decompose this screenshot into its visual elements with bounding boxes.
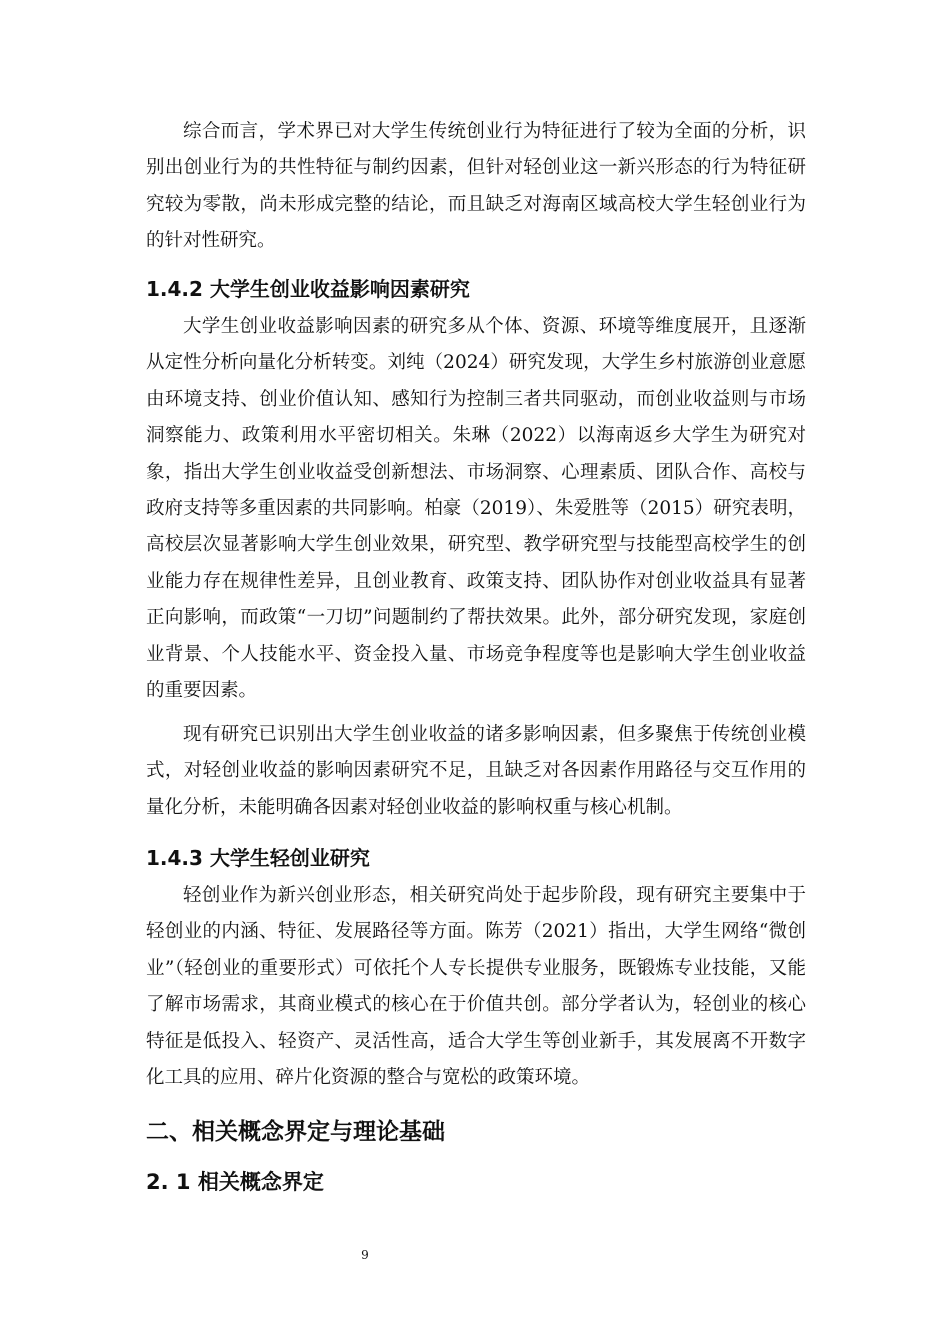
heading-1-4-3: 1.4.3 大学生轻创业研究 [146,846,370,870]
paragraph-light-entrepreneurship: 轻创业作为新兴创业形态，相关研究尚处于起步阶段，现有研究主要集中于轻创业的内涵、特征、发展路径等方面。陈芳（2021）指出，大学生网络“微创业”（轻创业的重要形式）可依托个人专长提供专业服务，既锻炼专业技能，又能了解市场需求，其商业模式的核心在于价值共创。部分学者认为，轻创业的核心特征是低投入、轻资产、灵活性高，适合大学生等创业新手，其发展离不开数字化工具的应用、碎片化资源的整合与宽松的政策环境。 [146,885,806,1089]
paragraph-research-gap: 现有研究已识别出大学生创业收益的诸多影响因素，但多聚焦于传统创业模式，对轻创业收益的影响因素研究不足，且缺乏对各因素作用路径与交互作用的量化分析，未能明确各因素对轻创业收益的影响权重与核心机制。 [146,724,806,818]
heading-1-4-2: 1.4.2 大学生创业收益影响因素研究 [146,277,470,301]
paragraph-income-factors: 大学生创业收益影响因素的研究多从个体、资源、环境等维度展开，且逐渐从定性分析向量化分析转变。刘纯（2024）研究发现，大学生乡村旅游创业意愿由环境支持、创业价值认知、感知行为控制三者共同驱动，而创业收益则与市场洞察能力、政策利用水平密切相关。朱琳（2022）以海南返乡大学生为研究对象，指出大学生创业收益受创新想法、市场洞察、心理素质、团队合作、高校与政府支持等多重因素的共同影响。柏豪（2019）、朱爱胜等（2015）研究表明，高校层次显著影响大学生创业效果，研究型、教学研究型与技能型高校学生的创业能力存在规律性差异，且创业教育、政策支持、团队协作对创业收益具有显著正向影响，而政策“一刀切”问题制约了帮扶效果。此外，部分研究发现，家庭创业背景、个人技能水平、资金投入量、市场竞争程度等也是影响大学生创业收益的重要因素。 [146,316,806,702]
paragraph-summary: 综合而言，学术界已对大学生传统创业行为特征进行了较为全面的分析，识别出创业行为的共性特征与制约因素，但针对轻创业这一新兴形态的行为特征研究较为零散，尚未形成完整的结论，而且缺乏对海南区域高校大学生轻创业行为的针对性研究。 [146,121,806,252]
page-number: 9 [361,1248,369,1262]
section-heading-2-1: 2. 1 相关概念界定 [146,1170,324,1194]
chapter-heading-2: 二、相关概念界定与理论基础 [146,1119,445,1145]
